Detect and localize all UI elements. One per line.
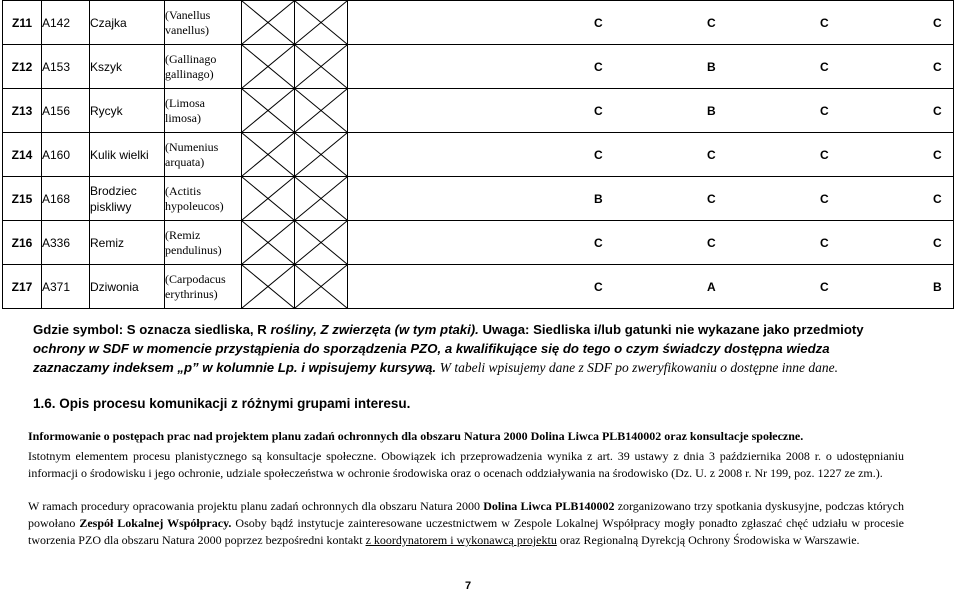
table-row xyxy=(3,1,954,45)
evaluation-grade: C xyxy=(594,103,603,118)
row-evaluation xyxy=(348,265,954,309)
evaluation-grade: C xyxy=(820,59,829,74)
crossed-out-cell xyxy=(242,177,295,221)
row-evaluation xyxy=(348,1,954,45)
row-natura-code: A371 xyxy=(42,265,90,309)
crossed-out-cell xyxy=(295,1,348,45)
evaluation-grade: C xyxy=(933,59,942,74)
table-row xyxy=(3,133,954,177)
note-part4: Uwaga: Siedliska i/lub gatunki nie wykazane jako przedmioty xyxy=(482,322,864,337)
crossed-out-cell xyxy=(242,1,295,45)
evaluation-grade: C xyxy=(933,235,942,250)
par2-c: zorganizowano trzy spotkania dyskusyjne, podczas których powołano xyxy=(28,499,904,530)
crossed-out-cell xyxy=(242,45,295,89)
note-part6: W tabeli wpisujemy dane z SDF po zweryfikowaniu o dostępne inne dane. xyxy=(439,360,838,375)
evaluation-grades xyxy=(348,148,953,162)
crossed-out-cell xyxy=(295,89,348,133)
evaluation-grade: B xyxy=(707,103,716,118)
evaluation-grades xyxy=(348,104,953,118)
cross-mark xyxy=(242,45,294,88)
par2-b: Dolina Liwca PLB140002 xyxy=(483,499,615,513)
species-table xyxy=(2,0,954,309)
row-evaluation xyxy=(348,177,954,221)
cross-mark xyxy=(295,221,347,264)
cross-mark xyxy=(295,1,347,44)
row-natura-code: A153 xyxy=(42,45,90,89)
cross-mark xyxy=(295,89,347,132)
table-row xyxy=(3,177,954,221)
table-row xyxy=(3,265,954,309)
crossed-out-cell xyxy=(242,133,295,177)
row-latin-name: (Gallinago gallinago) xyxy=(165,45,242,89)
row-polish-name: Czajka xyxy=(90,1,165,45)
evaluation-grade: C xyxy=(594,147,603,162)
evaluation-grade: C xyxy=(933,191,942,206)
row-latin-name: (Vanellus vanellus) xyxy=(165,1,242,45)
note-part3: zwierzęta (w tym ptaki). xyxy=(332,322,479,337)
row-code: Z11 xyxy=(3,1,42,45)
row-code: Z16 xyxy=(3,221,42,265)
row-latin-name: (Limosa limosa) xyxy=(165,89,242,133)
box-paragraph-1: Istotnym elementem procesu planistycznego są konsultacje społeczne. Obowiązek ich przeprowadzenia wynika z art. 39 ustawy z dnia 3 października 2008 r. o udostępnianiu informacji o środowisku i jego ochronie, udziale społeczeństwa w ochronie środowiska oraz o ocenach oddziaływania na środowisko (Dz. U. z 2008 r. Nr 199, poz. 1227 ze zm.). xyxy=(28,449,904,480)
crossed-out-cell xyxy=(242,89,295,133)
crossed-out-cell xyxy=(295,221,348,265)
par2-f: z koordynatorem i wykonawcą projektu xyxy=(365,533,557,547)
row-natura-code: A168 xyxy=(42,177,90,221)
evaluation-grades xyxy=(348,16,953,30)
row-code: Z13 xyxy=(3,89,42,133)
evaluation-grades xyxy=(348,236,953,250)
crossed-out-cell xyxy=(242,221,295,265)
evaluation-grade: B xyxy=(933,279,942,294)
evaluation-grade: C xyxy=(820,15,829,30)
par2-g: oraz Regionalną Dyrekcją Ochrony Środowiska w Warszawie. xyxy=(559,533,860,547)
row-evaluation xyxy=(348,133,954,177)
evaluation-grade: C xyxy=(707,235,716,250)
crossed-out-cell xyxy=(295,45,348,89)
evaluation-grade: B xyxy=(707,59,716,74)
evaluation-grade: C xyxy=(594,235,603,250)
row-code: Z14 xyxy=(3,133,42,177)
evaluation-grade: C xyxy=(594,59,603,74)
cross-mark xyxy=(242,1,294,44)
crossed-out-cell xyxy=(295,177,348,221)
row-code: Z17 xyxy=(3,265,42,309)
evaluation-grade: C xyxy=(933,15,942,30)
evaluation-grade: B xyxy=(594,191,603,206)
table-row xyxy=(3,45,954,89)
par2-a: W ramach procedury opracowania projektu planu zadań ochronnych dla obszaru Natura 2000 xyxy=(28,499,481,513)
row-polish-name: Rycyk xyxy=(90,89,165,133)
cross-mark xyxy=(242,221,294,264)
cross-mark xyxy=(242,133,294,176)
row-polish-name: Remiz xyxy=(90,221,165,265)
evaluation-grade: C xyxy=(594,15,603,30)
evaluation-grade: C xyxy=(594,279,603,294)
box-heading: Informowanie o postępach prac nad projektem planu zadań ochronnych dla obszaru Natura 2000 Dolina Liwca PLB140002 oraz konsultacje społeczne. xyxy=(28,429,804,443)
page-number: 7 xyxy=(465,580,472,592)
evaluation-grade: C xyxy=(707,191,716,206)
row-latin-name: (Carpodacus erythrinus) xyxy=(165,265,242,309)
row-evaluation xyxy=(348,89,954,133)
evaluation-grade: A xyxy=(707,279,716,294)
evaluation-grades xyxy=(348,192,953,206)
row-code: Z15 xyxy=(3,177,42,221)
row-natura-code: A142 xyxy=(42,1,90,45)
par2-e: Osoby bądź instytucje zainteresowane uczestnictwem w Zespole Lokalnej Współpracy mogły ponadto zgłaszać chęć udziału w procesie tworzenia PZO dla obszaru Natura 2000 poprzez bezpośredni kontakt xyxy=(28,516,904,547)
crossed-out-cell xyxy=(295,265,348,309)
note-part5: ochrony w SDF w momencie przystąpienia do sporządzenia PZO, a kwalifikujące się do tego o czym świadczy dostępna wiedza zaznaczamy indeksem „p” w kolumnie Lp. i wpisujemy kursywą. xyxy=(33,341,830,375)
note-part2: rośliny, Z xyxy=(270,322,329,337)
row-latin-name: (Actitis hypoleucos) xyxy=(165,177,242,221)
cross-mark xyxy=(242,177,294,220)
row-natura-code: A336 xyxy=(42,221,90,265)
cross-mark xyxy=(295,177,347,220)
row-polish-name: Kszyk xyxy=(90,45,165,89)
row-natura-code: A156 xyxy=(42,89,90,133)
cross-mark xyxy=(242,265,294,308)
row-latin-name: (Numenius arquata) xyxy=(165,133,242,177)
evaluation-grade: C xyxy=(820,279,829,294)
row-evaluation xyxy=(348,45,954,89)
evaluation-grade: C xyxy=(707,15,716,30)
row-evaluation xyxy=(348,221,954,265)
row-natura-code: A160 xyxy=(42,133,90,177)
table-body xyxy=(3,1,954,309)
cross-mark xyxy=(295,265,347,308)
evaluation-grades xyxy=(348,60,953,74)
box-paragraph-2 xyxy=(28,498,904,549)
row-latin-name: (Remiz pendulinus) xyxy=(165,221,242,265)
row-code: Z12 xyxy=(3,45,42,89)
evaluation-grade: C xyxy=(820,103,829,118)
row-polish-name: Kulik wielki xyxy=(90,133,165,177)
evaluation-grade: C xyxy=(933,103,942,118)
note-part1: Gdzie symbol: S oznacza siedliska, R xyxy=(33,322,267,337)
evaluation-grade: C xyxy=(820,147,829,162)
cross-mark xyxy=(295,45,347,88)
symbol-note xyxy=(33,320,903,377)
table-row xyxy=(3,89,954,133)
row-polish-name: Brodziec piskliwy xyxy=(90,177,165,221)
evaluation-grade: C xyxy=(933,147,942,162)
crossed-out-cell xyxy=(295,133,348,177)
evaluation-grade: C xyxy=(820,191,829,206)
table-row xyxy=(3,221,954,265)
evaluation-grade: C xyxy=(707,147,716,162)
cross-mark xyxy=(242,89,294,132)
evaluation-grade: C xyxy=(820,235,829,250)
par2-d: Zespół Lokalnej Współpracy. xyxy=(79,516,232,530)
crossed-out-cell xyxy=(242,265,295,309)
row-polish-name: Dziwonia xyxy=(90,265,165,309)
evaluation-grades xyxy=(348,280,953,294)
section-heading: 1.6. Opis procesu komunikacji z różnymi grupami interesu. xyxy=(33,396,411,411)
cross-mark xyxy=(295,133,347,176)
